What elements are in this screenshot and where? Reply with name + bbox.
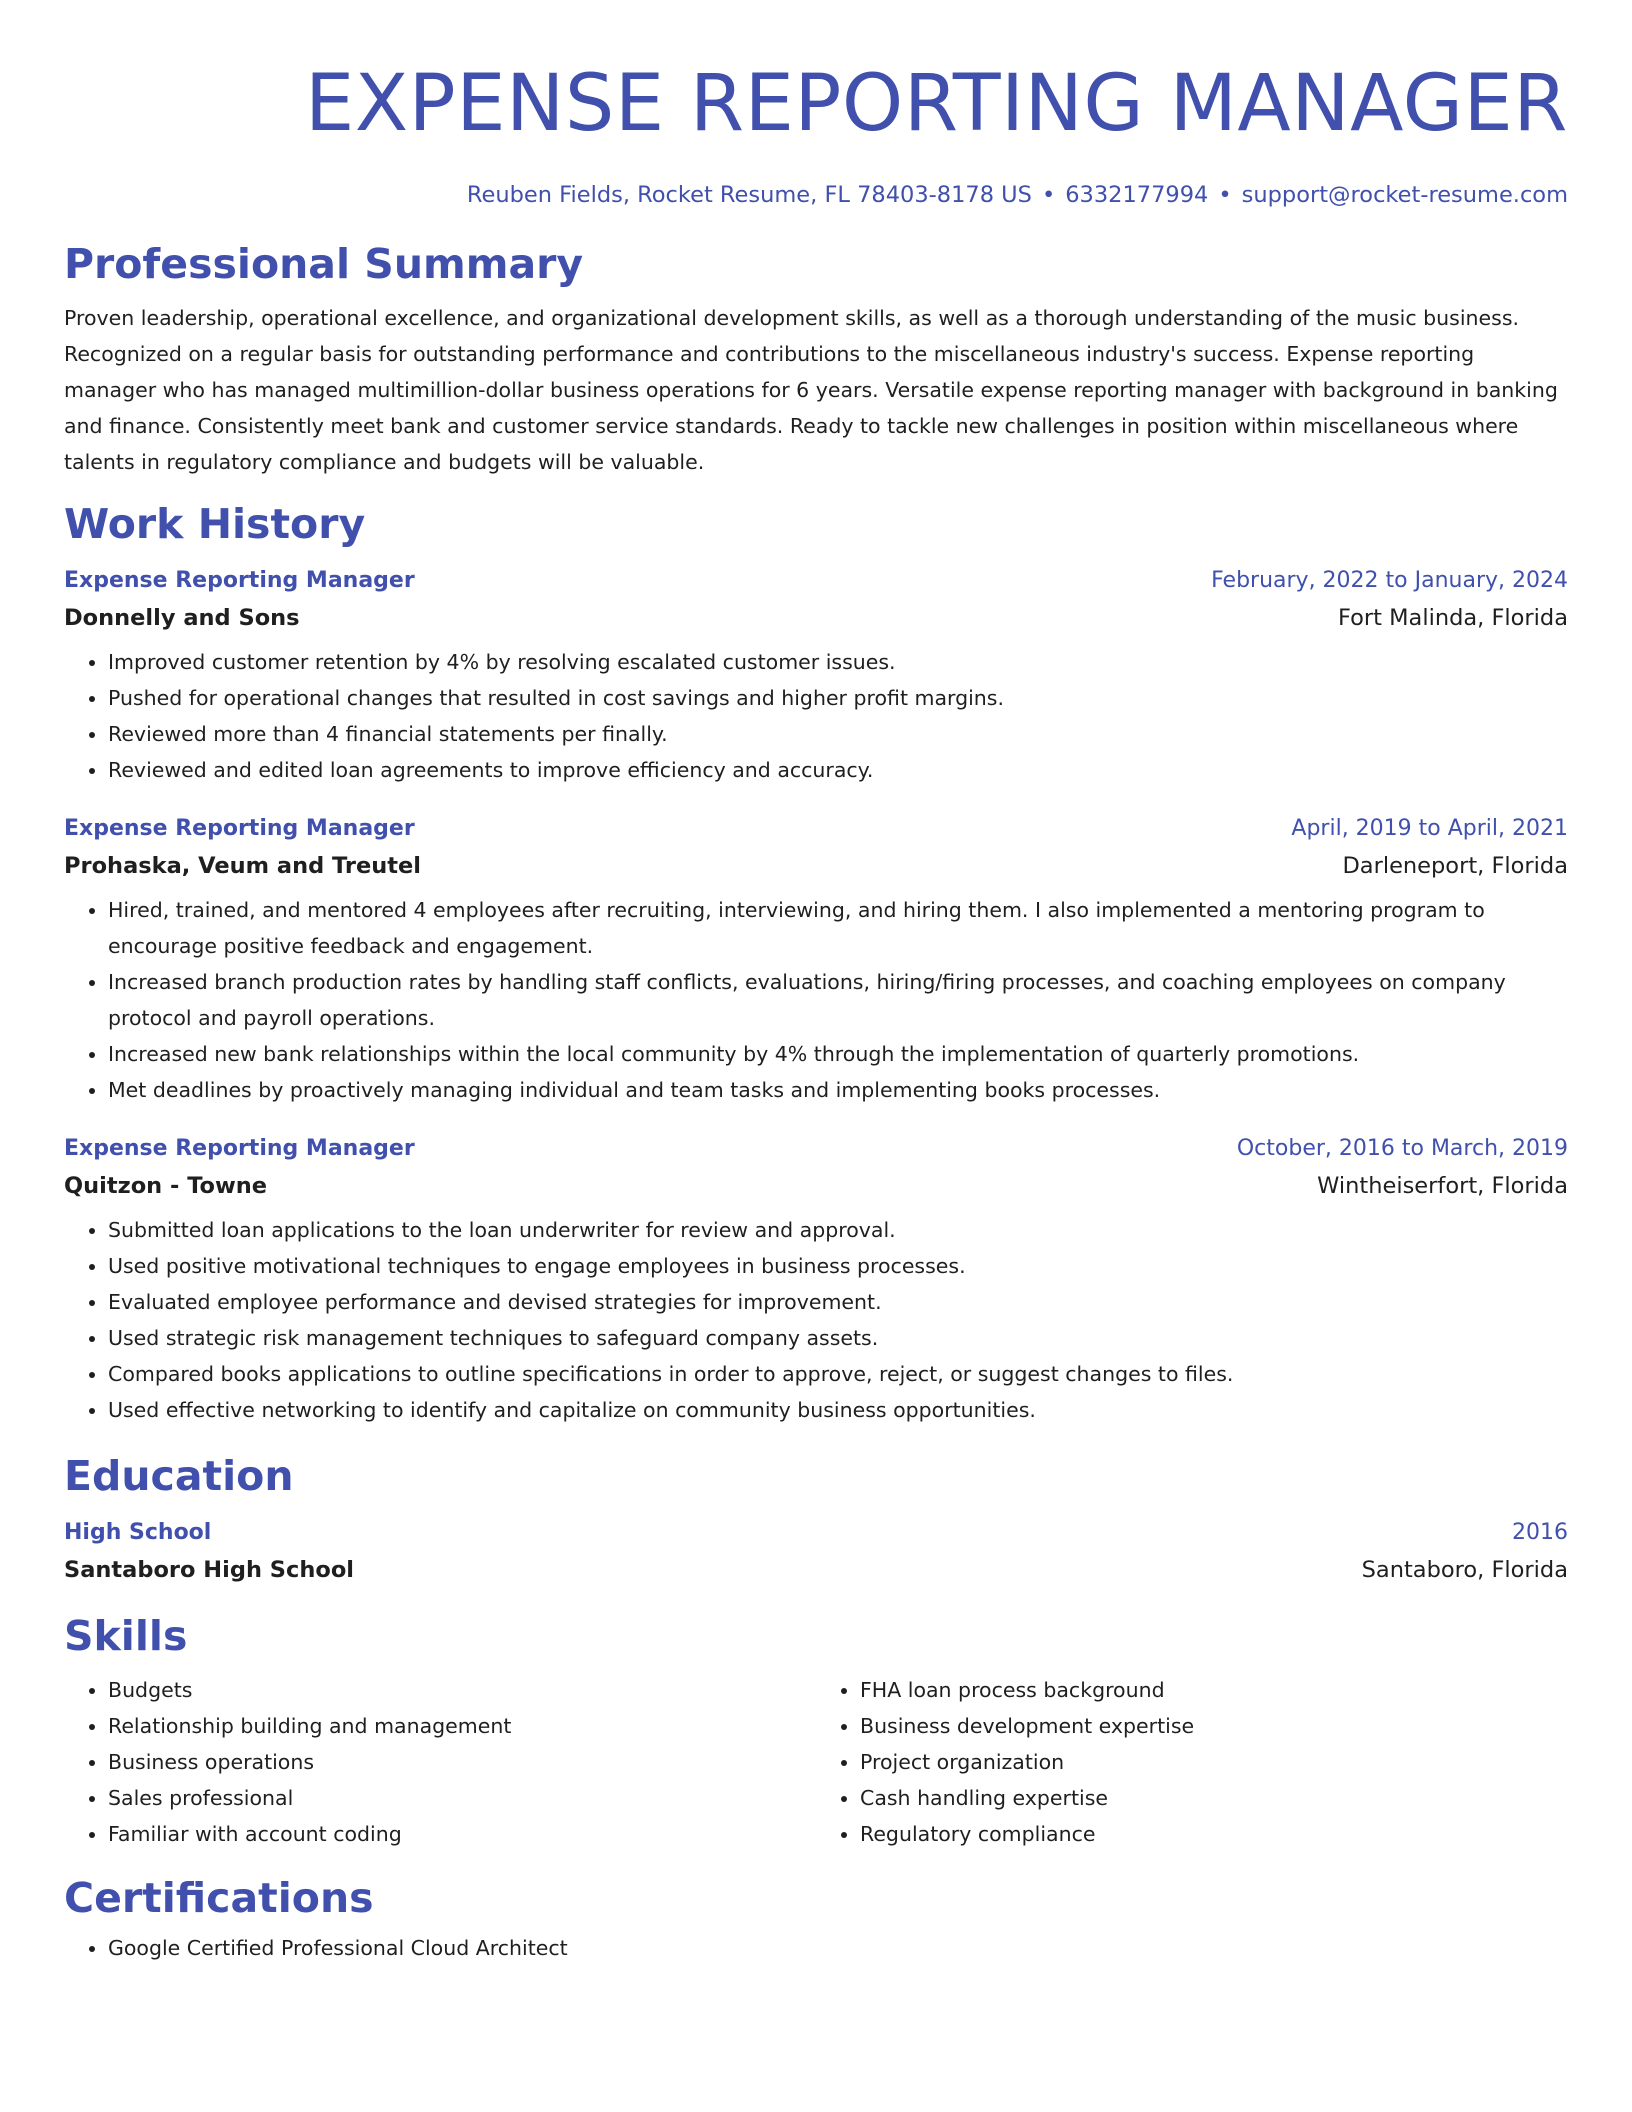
education-school: Santaboro High School: [64, 1557, 354, 1583]
certifications-list: [64, 1930, 1568, 1966]
job-dates: February, 2022 to January, 2024: [1211, 568, 1568, 593]
skills-list-right: [816, 1672, 1568, 1852]
job-bullets: [64, 1212, 1568, 1428]
job-bullet: • Reviewed more than 4 financial statements per finally.: [108, 716, 1568, 752]
contact-line: [64, 180, 1568, 210]
summary-text: Proven leadership, operational excellence, and organizational development skills, as well as a thorough understanding of the music business. Recognized on a regular basis for outstanding performance and contributions to the miscellaneous industry's success. Expense reporting manager who has managed multimillion-dollar business operations for 6 years. Versatile expense reporting manager with background in banking and finance. Consistently meet bank and customer service standards. Ready to tackle new challenges in position within miscellaneous where talents in regulatory compliance and budgets will be valuable.: [64, 306, 1558, 474]
skill-item: • Familiar with account coding: [108, 1816, 816, 1852]
job-bullet: • Hired, trained, and mentored 4 employees after recruiting, interviewing, and hiring them. I also implemented a mentoring program to encourage positive feedback and engagement.: [108, 892, 1568, 964]
education-degree: High School: [64, 1520, 212, 1545]
education-entry: [64, 1516, 1568, 1590]
job-bullet: • Evaluated employee performance and devised strategies for improvement.: [108, 1284, 1568, 1320]
contact-phone: 6332177994: [1065, 182, 1209, 208]
job-location: Fort Malinda, Florida: [1338, 605, 1568, 631]
job-bullet: • Submitted loan applications to the loan underwriter for review and approval.: [108, 1212, 1568, 1248]
job-company: Quitzon - Towne: [64, 1173, 268, 1199]
job-location: Darleneport, Florida: [1342, 853, 1568, 879]
section-title-skills: Skills: [64, 1612, 188, 1660]
resume-name-heading: EXPENSE REPORTING MANAGER: [304, 59, 1568, 149]
section-title-education: Education: [64, 1452, 294, 1500]
job-role: Expense Reporting Manager: [64, 1136, 415, 1161]
job-company: Donnelly and Sons: [64, 605, 300, 631]
job-bullet: • Used effective networking to identify and capitalize on community business opportunities.: [108, 1392, 1568, 1428]
resume-page: [64, 0, 1568, 1966]
job-entry: [64, 812, 1568, 1108]
skills-list-left: [64, 1672, 816, 1852]
job-role: Expense Reporting Manager: [64, 816, 415, 841]
job-bullet: • Used strategic risk management techniques to safeguard company assets.: [108, 1320, 1568, 1356]
skill-item: • FHA loan process background: [860, 1672, 1568, 1708]
job-entry: [64, 1132, 1568, 1428]
skill-item: • Project organization: [860, 1744, 1568, 1780]
skill-item: • Budgets: [108, 1672, 816, 1708]
job-bullet: • Pushed for operational changes that resulted in cost savings and higher profit margins.: [108, 680, 1568, 716]
job-bullets: [64, 892, 1568, 1108]
job-location: Wintheiserfort, Florida: [1317, 1173, 1568, 1199]
skill-item: • Regulatory compliance: [860, 1816, 1568, 1852]
separator-dot: •: [1041, 182, 1056, 208]
job-bullet: • Increased new bank relationships within the local community by 4% through the implementation of quarterly promotions.: [108, 1036, 1568, 1072]
job-bullet: • Met deadlines by proactively managing individual and team tasks and implementing books processes.: [108, 1072, 1568, 1108]
job-entry: [64, 564, 1568, 788]
education-year: 2016: [1512, 1520, 1568, 1545]
skill-item: • Business development expertise: [860, 1708, 1568, 1744]
section-title-certifications: Certifications: [64, 1874, 374, 1922]
separator-dot: •: [1218, 182, 1232, 208]
skill-item: • Relationship building and management: [108, 1708, 816, 1744]
job-dates: April, 2019 to April, 2021: [1291, 816, 1568, 841]
job-bullet: • Increased branch production rates by handling staff conflicts, evaluations, hiring/firing processes, and coaching employees on company protocol and payroll operations.: [108, 964, 1568, 1036]
job-dates: October, 2016 to March, 2019: [1236, 1136, 1568, 1161]
skills-grid: [64, 1672, 1568, 1852]
education-location: Santaboro, Florida: [1361, 1557, 1568, 1583]
job-bullet: • Improved customer retention by 4% by resolving escalated customer issues.: [108, 644, 1568, 680]
job-bullets: [64, 644, 1568, 788]
contact-address: Reuben Fields, Rocket Resume, FL 78403-8178 US: [466, 182, 1032, 208]
section-title-summary: Professional Summary: [64, 240, 584, 288]
skill-item: • Business operations: [108, 1744, 816, 1780]
skill-item: • Cash handling expertise: [860, 1780, 1568, 1816]
section-title-work-history: Work History: [64, 500, 366, 548]
job-bullet: • Reviewed and edited loan agreements to improve efficiency and accuracy.: [108, 752, 1568, 788]
certification-item: • Google Certified Professional Cloud Architect: [108, 1930, 1568, 1966]
job-bullet: • Used positive motivational techniques to engage employees in business processes.: [108, 1248, 1568, 1284]
skill-item: • Sales professional: [108, 1780, 816, 1816]
work-history-list: [64, 564, 1568, 1428]
job-bullet: • Compared books applications to outline specifications in order to approve, reject, or suggest changes to files.: [108, 1356, 1568, 1392]
contact-email: support@rocket-resume.com: [1241, 182, 1568, 208]
job-role: Expense Reporting Manager: [64, 568, 415, 593]
job-company: Prohaska, Veum and Treutel: [64, 853, 422, 879]
